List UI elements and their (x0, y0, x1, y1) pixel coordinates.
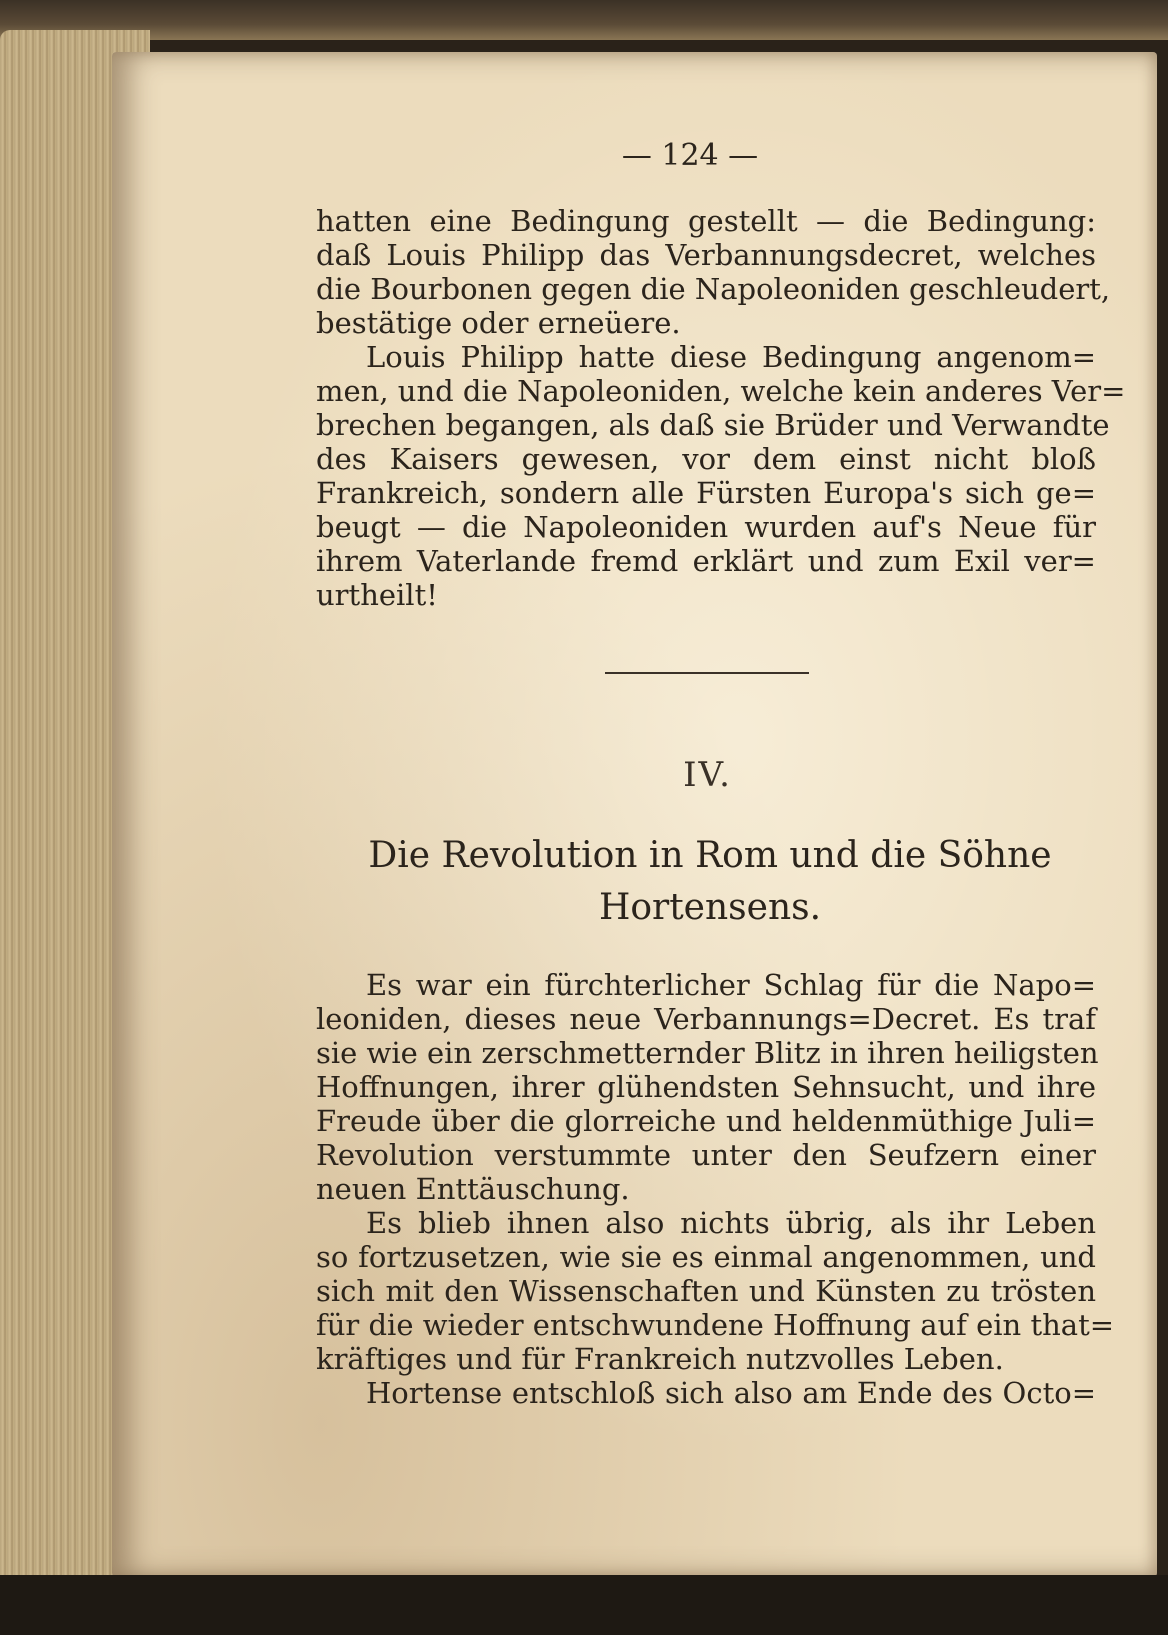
text-line: des Kaisers gewesen, vor dem einst nicht bloß (316, 442, 1096, 476)
text-line: Hortense entschloß sich also am Ende des Octo= (366, 1376, 1096, 1410)
text-line: Es blieb ihnen also nichts übrig, als ihr Leben (366, 1206, 1096, 1240)
text-line: ihrem Vaterlande fremd erklärt und zum Exil ver= (316, 544, 1096, 578)
text-line: kräftiges und für Frankreich nutzvolles Leben. (316, 1342, 1004, 1376)
section-divider (605, 672, 809, 674)
chapter-title (330, 830, 1090, 934)
book-top-edge (0, 0, 1168, 40)
text-line: die Bourbonen gegen die Napoleoniden geschleudert, (316, 272, 1111, 306)
text-line: für die wieder entschwundene Hoffnung auf ein that= (316, 1308, 1115, 1342)
text-line: daß Louis Philipp das Verbannungsdecret, welches (316, 238, 1096, 272)
text-line: brechen begangen, als daß sie Brüder und Verwandte (316, 408, 1110, 442)
text-line: Es war ein fürchterlicher Schlag für die Napo= (366, 968, 1096, 1002)
text-line: Frankreich, sondern alle Fürsten Europa's sich ge= (316, 476, 1096, 510)
text-line: leoniden, dieses neue Verbannungs=Decret. Es traf (316, 1002, 1096, 1036)
text-line: hatten eine Bedingung gestellt — die Bedingung: (316, 204, 1096, 238)
paragraph (316, 1206, 1115, 1376)
chapter-title-line: Die Revolution in Rom und die Söhne (368, 835, 1052, 876)
text-line: Freude über die glorreiche und heldenmüthige Juli= (316, 1104, 1096, 1138)
text-line: beugt — die Napoleoniden wurden auf's Neue für (316, 510, 1096, 544)
text-line: men, und die Napoleoniden, welche kein anderes Ver= (316, 374, 1126, 408)
section-numeral: IV. (683, 755, 732, 795)
text-line: urtheilt! (316, 578, 438, 612)
book-bottom-edge (0, 1575, 1168, 1635)
paragraph (316, 1376, 1096, 1410)
text-line: sich mit den Wissenschaften und Künsten zu trösten (316, 1274, 1096, 1308)
text-line: so fortzusetzen, wie sie es einmal angenommen, und (316, 1240, 1096, 1274)
text-line: sie wie ein zerschmetternder Blitz in ihren heiligsten (316, 1036, 1099, 1070)
text-line: neuen Enttäuschung. (316, 1172, 630, 1206)
paragraph (316, 340, 1126, 612)
text-line: Revolution verstummte unter den Seufzern einer (316, 1138, 1096, 1172)
paragraph (316, 968, 1099, 1206)
page-number: — 124 — (621, 138, 759, 173)
text-line: bestätige oder erneüere. (316, 306, 681, 340)
text-line: Hoffnungen, ihrer glühendsten Sehnsucht, und ihre (316, 1070, 1096, 1104)
text-line: Louis Philipp hatte diese Bedingung angenom= (366, 340, 1096, 374)
chapter-title-line: Hortensens. (598, 887, 822, 928)
paragraph (316, 204, 1111, 340)
